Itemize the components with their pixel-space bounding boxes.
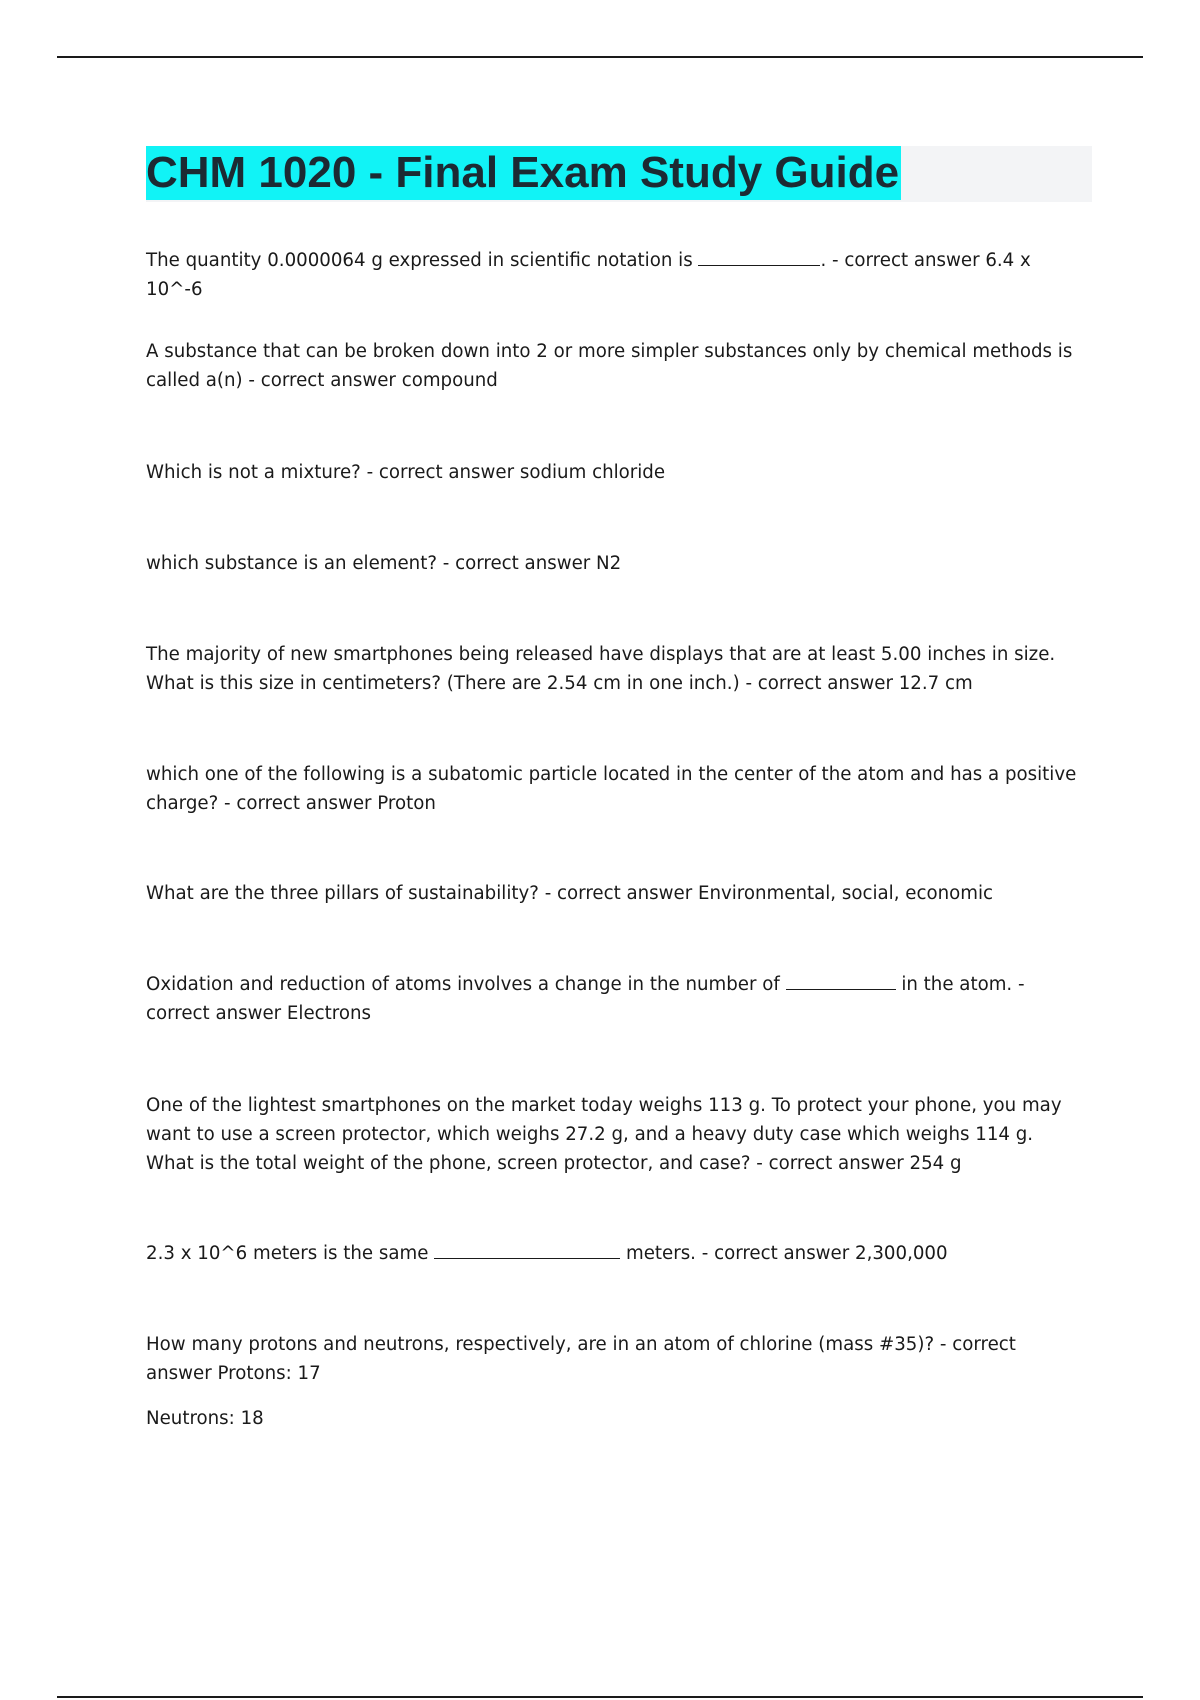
answer-blank <box>786 971 896 990</box>
page-title: CHM 1020 - Final Exam Study Guide <box>146 146 901 200</box>
qa-item-10-text-b: meters. - correct answer 2,300,000 <box>620 1243 948 1264</box>
qa-item-8-text-a: Oxidation and reduction of atoms involves a change in the number of <box>146 974 786 995</box>
qa-item-1 <box>146 246 1086 304</box>
qa-item-11-extra: Neutrons: 18 <box>146 1408 264 1429</box>
qa-item-10 <box>146 1239 1086 1268</box>
answer-blank <box>698 247 820 266</box>
qa-item-11: How many protons and neutrons, respectively, are in an atom of chlorine (mass #35)? - correct answer Protons: 17 <box>146 1334 1016 1384</box>
qa-item-5: The majority of new smartphones being released have displays that are at least 5.00 inches in size. What is this size in centimeters? (There are 2.54 cm in one inch.) - correct answer 12.7 cm <box>146 644 1056 694</box>
qa-item-1-text-a: The quantity 0.0000064 g expressed in scientific notation is <box>146 250 699 271</box>
qa-item-4: which substance is an element? - correct answer N2 <box>146 553 622 574</box>
qa-item-9: One of the lightest smartphones on the market today weighs 113 g. To protect your phone, you may want to use a screen protector, which weighs 27.2 g, and a heavy duty case which weighs 114 g. What is the total weight of the phone, screen protector, and case? - correct answer 254 g <box>146 1095 1062 1174</box>
bottom-rule <box>57 1696 1143 1698</box>
qa-item-8 <box>146 970 1086 1028</box>
top-rule <box>57 56 1143 58</box>
answer-blank <box>434 1240 620 1259</box>
qa-item-1-text-b: . - correct answer 6.4 x 10^-6 <box>146 250 1031 300</box>
qa-item-2: A substance that can be broken down into 2 or more simpler substances only by chemical methods is called a(n) - correct answer compound <box>146 341 1073 391</box>
qa-item-6: which one of the following is a subatomic particle located in the center of the atom and has a positive charge? - correct answer Proton <box>146 764 1077 814</box>
qa-item-3: Which is not a mixture? - correct answer sodium chloride <box>146 462 666 483</box>
qa-item-10-text-a: 2.3 x 10^6 meters is the same <box>146 1243 435 1264</box>
qa-item-7: What are the three pillars of sustainability? - correct answer Environmental, social, economic <box>146 883 994 904</box>
qa-item-8-text-b: in the atom. - correct answer Electrons <box>146 974 1025 1024</box>
